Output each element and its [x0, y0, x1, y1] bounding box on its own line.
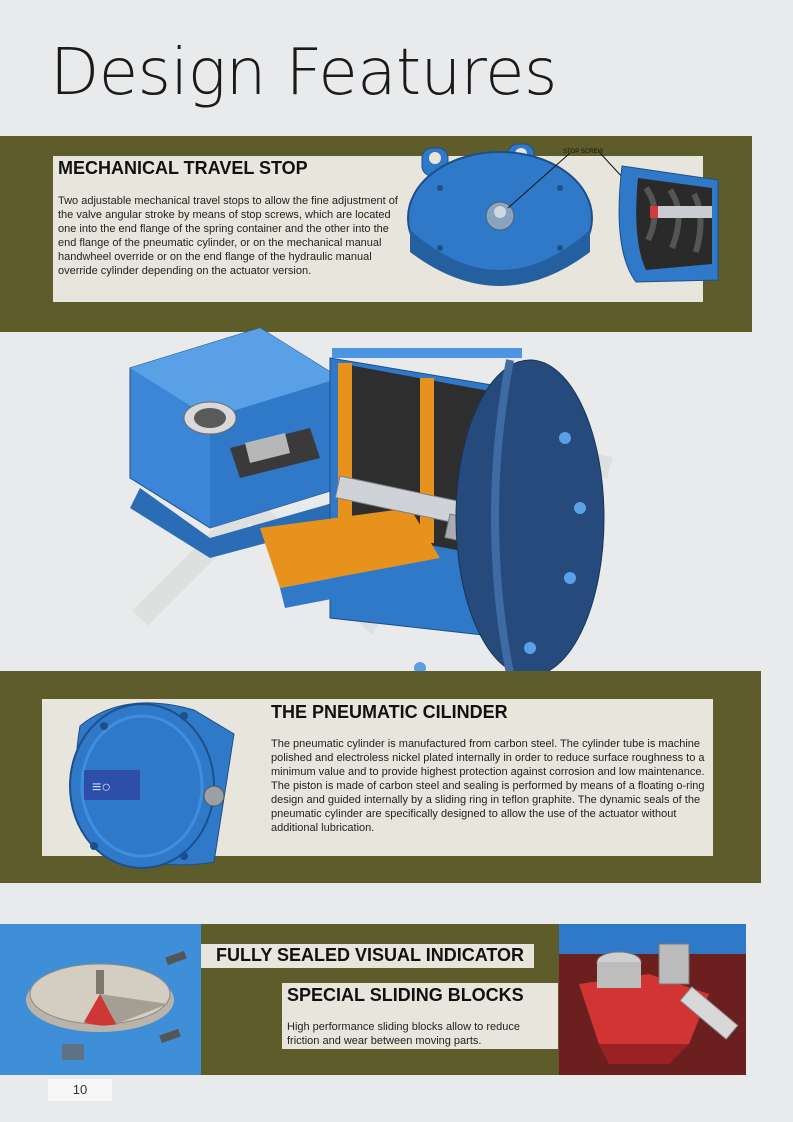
travel-stop-illustration — [400, 140, 722, 302]
page-title: Design Features — [50, 36, 557, 110]
actuator-cutaway-illustration — [110, 318, 630, 674]
cylinder-end-flange — [456, 360, 604, 674]
stop-screw-label: STOP SCREW — [563, 149, 604, 155]
sliding-blocks-image — [559, 924, 746, 1075]
cylinder-text: The pneumatic cylinder is manufactured from carbon steel. The cylinder tube is machine polished and electroless nickel plated internally in order to reduce surface roughness to a minimum value and to provide highest protection against corrosion and low maintenance. The piston is made of carbon steel and sealing is performed by means of a floating o-ring design and guided internally by a sliding ring in teflon graphite. The dynamic seals of the pneumatic cylinder are specifically designed to allow the use of the actuator without additional lubrication. — [271, 738, 705, 834]
visual-indicator-image — [0, 924, 201, 1075]
cylinder-heading: THE PNEUMATIC CILINDER — [271, 702, 508, 722]
indicator-heading: FULLY SEALED VISUAL INDICATOR — [216, 945, 525, 965]
travel-stop-heading: MECHANICAL TRAVEL STOP — [58, 158, 308, 178]
pneumatic-cylinder-image — [64, 686, 240, 874]
sliding-text: High performance sliding blocks allow to reduce friction and wear between moving parts. — [287, 1021, 520, 1047]
travel-stop-text: Two adjustable mechanical travel stops to allow the fine adjustment of the valve angular stroke by means of stop screws, which are located one into the end flange of the spring container and the other into the end flange of the pneumatic cylinder, or on the mechanical manual handwheel override or on the end flange of the hydraulic manual override cylinder depending on the actuator version. — [58, 195, 398, 277]
brand-logo: ≡○ — [92, 779, 111, 796]
orange-liner — [338, 363, 352, 528]
page-number: 10 — [48, 1079, 112, 1101]
sliding-heading: SPECIAL SLIDING BLOCKS — [287, 985, 524, 1005]
